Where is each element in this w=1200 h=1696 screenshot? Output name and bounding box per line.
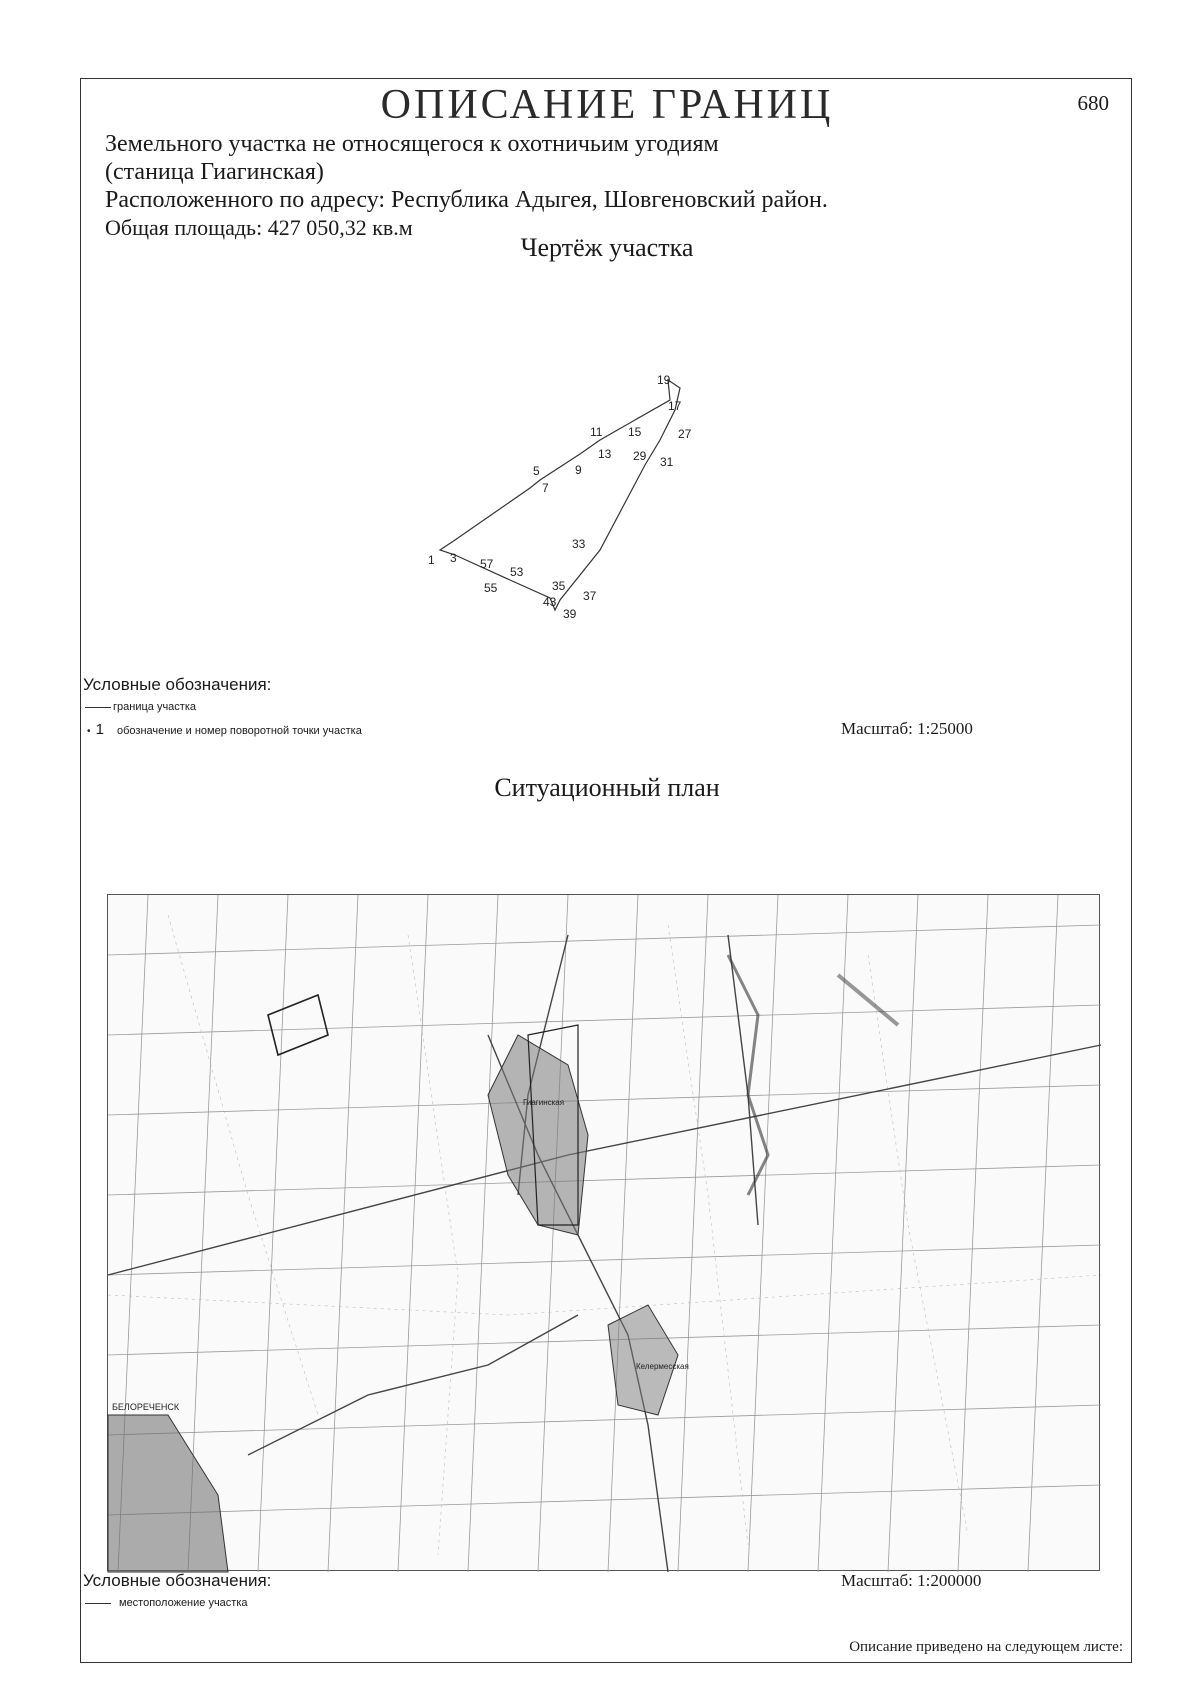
plot-point-label-19: 19	[657, 373, 671, 387]
map-settlement-strip	[728, 955, 768, 1195]
footer-note: Описание приведено на следующем листе:	[849, 1639, 1123, 1655]
legend-point-dot-icon: •	[87, 726, 91, 737]
situation-plan-title: Ситуационный план	[494, 773, 720, 802]
legend-location	[85, 1597, 248, 1609]
document-frame	[80, 78, 1132, 1663]
plot-drawing	[428, 373, 720, 640]
map-field-roads	[108, 915, 1101, 1555]
drawing-title: Чертёж участка	[520, 233, 694, 262]
plot-point-label-55: 55	[484, 581, 498, 595]
legend-location-line-icon	[85, 1603, 111, 1604]
drawing-legend-title: Условные обозначения:	[83, 675, 272, 694]
info-area: Общая площадь: 427 050,32 кв.м	[105, 215, 413, 240]
plot-point-label-37: 37	[583, 589, 597, 603]
legend-point-label: обозначение и номер поворотной точки участка	[116, 725, 362, 737]
info-line-2: (станица Гиагинская)	[105, 159, 324, 185]
plot-point-label-15: 15	[628, 425, 642, 439]
plot-point-label-9: 9	[575, 463, 582, 477]
plot-point-label-53: 53	[510, 565, 524, 579]
document-title: ОПИСАНИЕ ГРАНИЦ	[380, 82, 834, 128]
map-settlement-kelermesskaya	[608, 1305, 678, 1415]
legend-boundary-line-icon	[85, 707, 111, 708]
map-label-giaginskaya: Гиагинская	[523, 1098, 565, 1107]
situation-map	[107, 894, 1100, 1571]
plot-point-label-43: 43	[543, 595, 557, 609]
drawing-scale: Масштаб: 1:25000	[841, 719, 973, 738]
plot-point-label-33: 33	[572, 537, 586, 551]
plot-point-label-17: 17	[668, 399, 682, 413]
plot-boundary-line	[440, 380, 680, 610]
legend-location-label: местоположение участка	[119, 1597, 248, 1609]
plot-point-label-35: 35	[552, 579, 566, 593]
plot-point-label-1: 1	[428, 553, 435, 567]
map-label-belorechensk: БЕЛОРЕЧЕНСК	[112, 1402, 180, 1412]
legend-boundary-label: граница участка	[113, 701, 196, 713]
plot-point-label-39: 39	[563, 607, 577, 621]
plot-point-label-57: 57	[480, 557, 494, 571]
situation-map-graphic	[108, 895, 1101, 1572]
map-plot-location	[268, 995, 328, 1055]
plot-point-label-31: 31	[660, 455, 674, 469]
info-line-1: Земельного участка не относящегося к охотничьим угодиям	[105, 131, 719, 157]
map-settlement-giaginskaya	[488, 1035, 588, 1235]
plot-point-label-29: 29	[633, 449, 647, 463]
plot-point-label-27: 27	[678, 427, 692, 441]
map-settlement-belorechensk	[108, 1415, 228, 1572]
plot-point-label-3: 3	[450, 551, 457, 565]
info-line-3: Расположенного по адресу: Республика Адыгея, Шовгеновский район.	[105, 187, 828, 213]
situation-legend-title: Условные обозначения:	[83, 1571, 272, 1590]
map-grid	[108, 895, 1101, 1572]
page-number: 680	[1077, 91, 1109, 115]
plot-point-label-11: 11	[590, 425, 603, 439]
legend-point-symbol: 1	[95, 721, 104, 738]
map-settlement-strip-2	[838, 975, 898, 1025]
map-label-kelermesskaya: Келермесская	[636, 1362, 689, 1371]
situation-scale: Масштаб: 1:200000	[841, 1571, 982, 1590]
legend-point	[87, 721, 362, 738]
plot-point-label-13: 13	[598, 447, 612, 461]
legend-boundary	[85, 701, 196, 713]
plot-point-label-7: 7	[542, 481, 549, 495]
plot-point-label-5: 5	[533, 464, 540, 478]
